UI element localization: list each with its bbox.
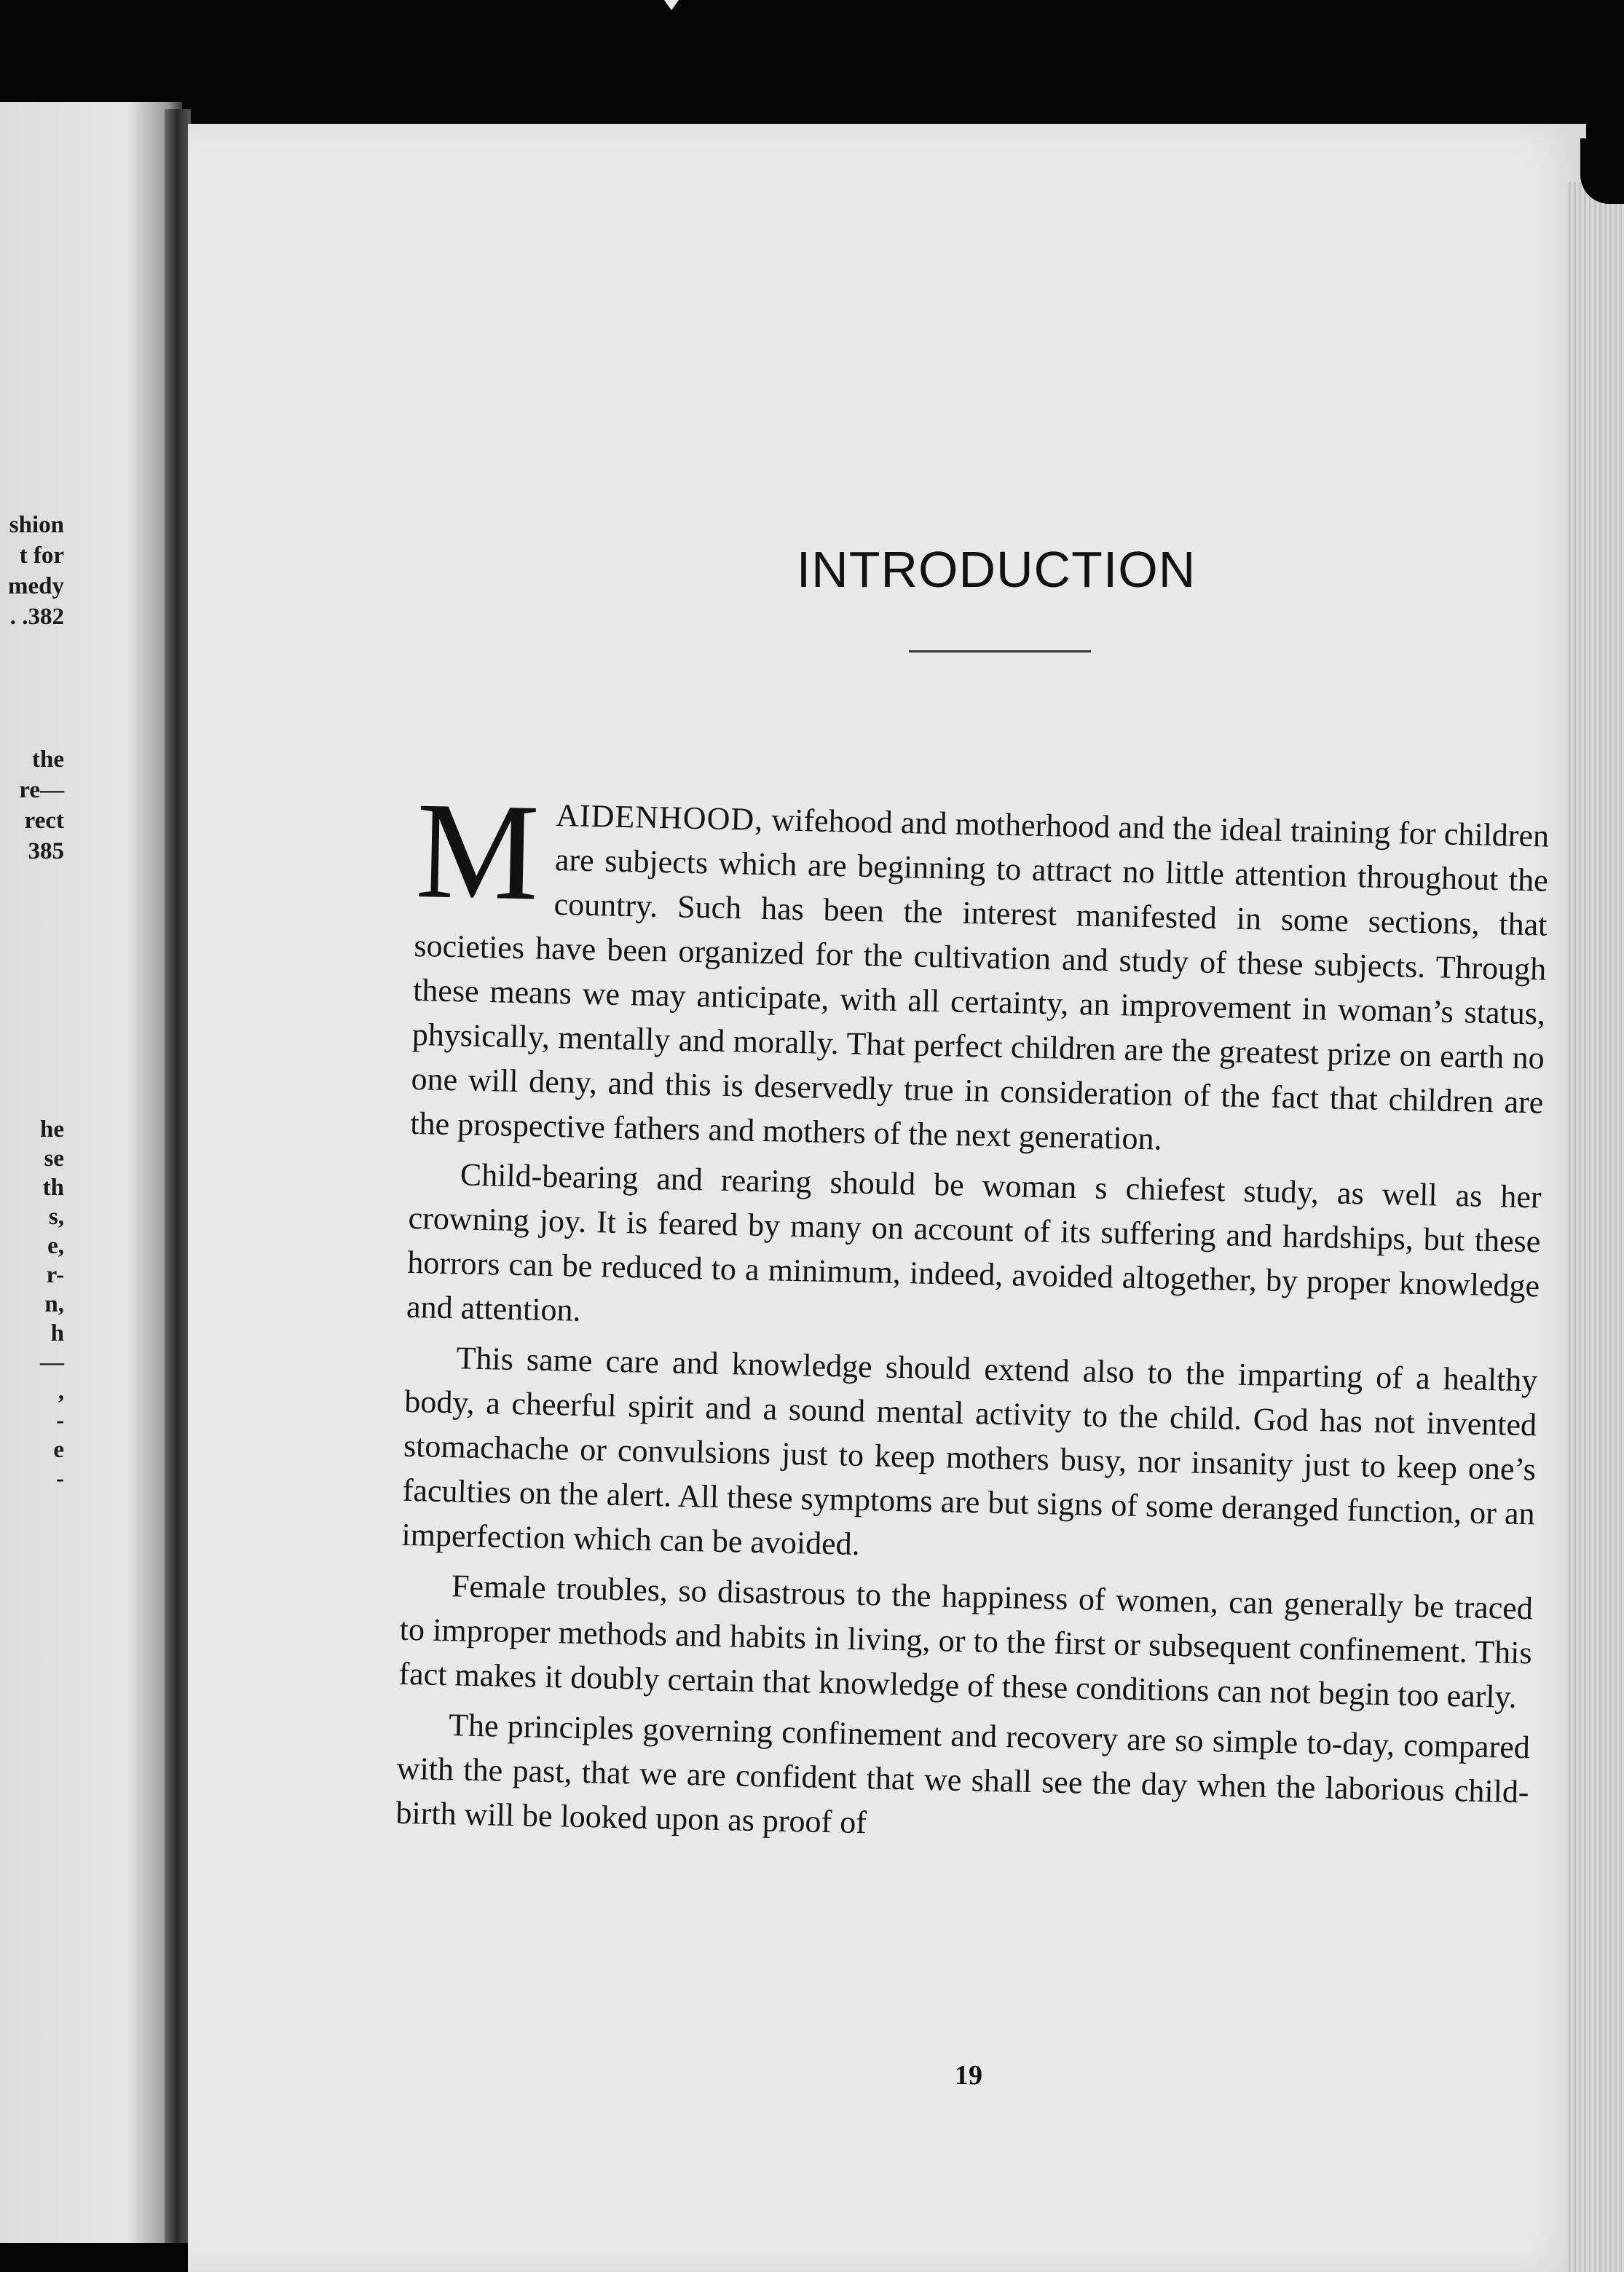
scanner-mark [664, 0, 679, 10]
fragment-line: e, [47, 1233, 64, 1259]
previous-page-edge [0, 102, 182, 2243]
paragraph-text: wifehood and motherhood and the ideal training for children are subjects which are beginning to attract no little attention throughout the country. Such has been the interest manifested in some sections, that societies have been organized for the cultivation and study of these subjects. Through these means we may anticipate, with all certainty, an improvement in woman’s status, physically, mentally and morally. That perfect children are the greatest prize on earth no one will deny, and this is deservedly true in consideration of the fact that children are the prospective fathers and mothers of the next generation. [409, 801, 1550, 1157]
fragment-line: — [40, 1349, 64, 1376]
fragment-line: 385 [28, 838, 64, 864]
paragraph [409, 774, 1550, 1169]
fragment-line: se [44, 1145, 64, 1172]
fragment-line: , [58, 1378, 64, 1405]
title-divider [909, 650, 1091, 652]
page-number: 19 [955, 2060, 982, 2091]
previous-page-text-fragments [0, 102, 70, 2243]
fragment-line: he [40, 1116, 64, 1143]
opening-words: AIDENHOOD, [555, 797, 764, 837]
paragraph: Child-bearing and rearing should be woman s chiefest study, as well as her crowning joy. It is feared by many on account of its suffering and hardships, but these horrors can be reduced to a minimum, indeed, avoided altogether, by proper knowledge and attention. [406, 1156, 1542, 1328]
book-page [188, 124, 1586, 2272]
page-title: INTRODUCTION [796, 541, 1197, 598]
fragment-line: - [56, 1466, 64, 1492]
fragment-line: - [56, 1408, 64, 1434]
fragment-line: medy [8, 573, 64, 599]
fragment-line: . .382 [9, 604, 64, 630]
fragment-line: h [50, 1320, 64, 1346]
paragraph: This same care and knowledge should extend also to the imparting of a healthy body, a cheerful spirit and a sound mental activity to the child. God has not invented stomachache or convulsions just to keep mothers busy, nor insanity just to keep one’s faculties on the alert. All these symptoms are but signs of some deranged function, or an imperfection which can be avoided. [401, 1340, 1538, 1562]
fragment-line: th [42, 1175, 64, 1201]
page-stack-edge [1566, 182, 1624, 2272]
fragment-line: n, [44, 1291, 64, 1317]
fragment-line: e [53, 1437, 64, 1463]
fragment-line: shion [9, 512, 64, 538]
paragraph: The principles governing confinement and recovery are so simple to-day, compared with the past, that we are confident that we shall see the day when the laborious child-birth will be looked upon as proof of [395, 1707, 1531, 1841]
fragment-line: the [32, 746, 64, 773]
fragment-line: s, [48, 1204, 64, 1230]
fragment-line: r- [46, 1262, 64, 1288]
fragment-line: re— [19, 777, 64, 803]
fragment-line: rect [24, 808, 64, 834]
body-text [395, 774, 1550, 1864]
book-gutter [165, 109, 191, 2243]
drop-cap: M [414, 774, 541, 930]
paragraph: Female troubles, so disastrous to the happiness of women, can generally be traced to improper methods and habits in living, or to the first or subsequent confinement. This fact makes it doubly certain that knowledge of these conditions can not begin too early. [398, 1568, 1534, 1715]
fragment-line: t for [19, 543, 64, 569]
